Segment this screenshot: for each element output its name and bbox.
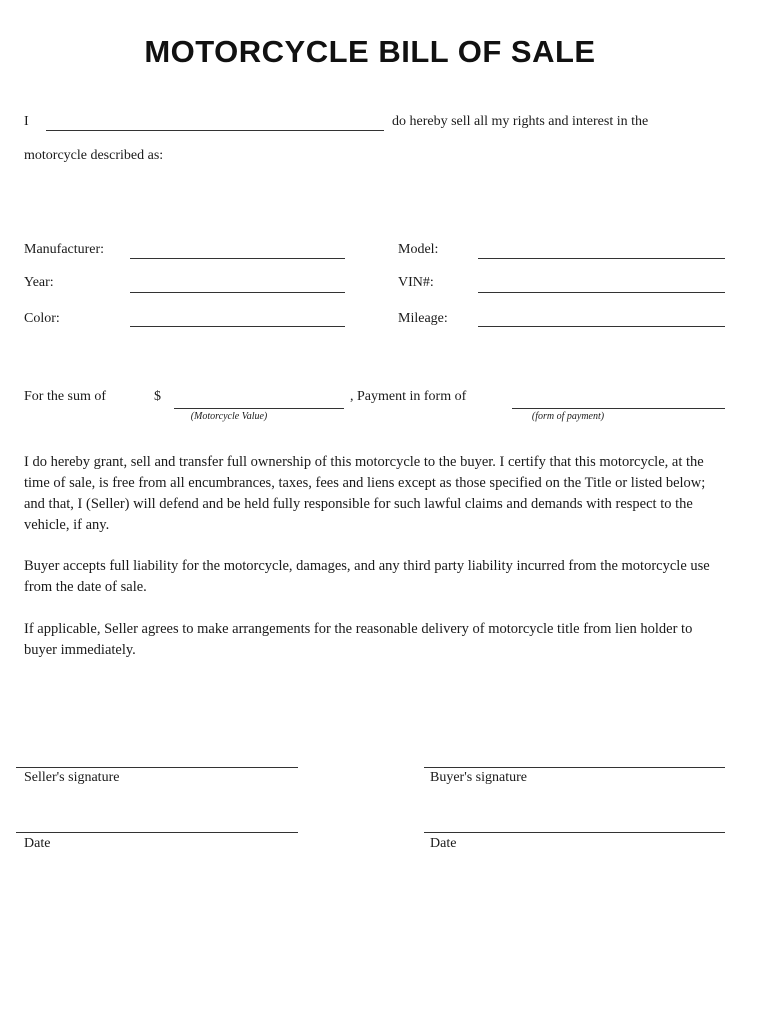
color-label: Color:: [24, 311, 60, 326]
seller-signature-line[interactable]: [16, 767, 298, 768]
seller-date-label: Date: [24, 836, 51, 851]
intro-text: do hereby sell all my rights and interest in the: [392, 114, 649, 129]
title-delivery-paragraph: If applicable, Seller agrees to make arrangements for the reasonable delivery of motorcycle title from lien holder to buyer immediately.: [24, 621, 693, 658]
buyer-signature-line[interactable]: [424, 767, 725, 768]
vin-label: VIN#:: [398, 275, 434, 290]
manufacturer-label: Manufacturer:: [24, 242, 105, 257]
dollar-sign: $: [154, 389, 161, 404]
payment-form-label: , Payment in form of: [350, 389, 467, 404]
liability-paragraph: Buyer accepts full liability for the motorcycle, damages, and any third party liability incurred from the motorcycle use from the date of sale.: [24, 558, 710, 595]
seller-name-line[interactable]: [46, 130, 384, 131]
buyer-date-label: Date: [430, 836, 457, 851]
manufacturer-line[interactable]: [130, 258, 345, 259]
seller-signature-label: Seller's signature: [24, 770, 120, 785]
model-label: Model:: [398, 242, 439, 257]
intro-second-line: motorcycle described as:: [24, 148, 164, 163]
sum-label: For the sum of: [24, 389, 107, 404]
model-line[interactable]: [478, 258, 725, 259]
buyer-date-line[interactable]: [424, 832, 725, 833]
year-line[interactable]: [130, 292, 345, 293]
buyer-signature-label: Buyer's signature: [430, 770, 528, 785]
payment-form-line[interactable]: [512, 408, 725, 409]
color-line[interactable]: [130, 326, 345, 327]
mileage-line[interactable]: [478, 326, 725, 327]
document-title: MOTORCYCLE BILL OF SALE: [144, 34, 596, 69]
payment-form-caption: (form of payment): [531, 411, 605, 422]
transfer-paragraph: I do hereby grant, sell and transfer full ownership of this motorcycle to the buyer. I certify that this motorcycle, at the time of sale, is free from all encumbrances, taxes, fees and liens except as those specified on the Title or listed below; and that, I (Seller) will defend and be held fully responsible for such lawful claims and demands with respect to the vehicle, if any.: [24, 454, 706, 533]
vin-line[interactable]: [478, 292, 725, 293]
seller-date-line[interactable]: [16, 832, 298, 833]
year-label: Year:: [24, 275, 54, 290]
value-line[interactable]: [174, 408, 344, 409]
intro-pronoun: I: [24, 114, 29, 129]
value-caption: (Motorcycle Value): [190, 411, 268, 422]
mileage-label: Mileage:: [398, 311, 448, 326]
